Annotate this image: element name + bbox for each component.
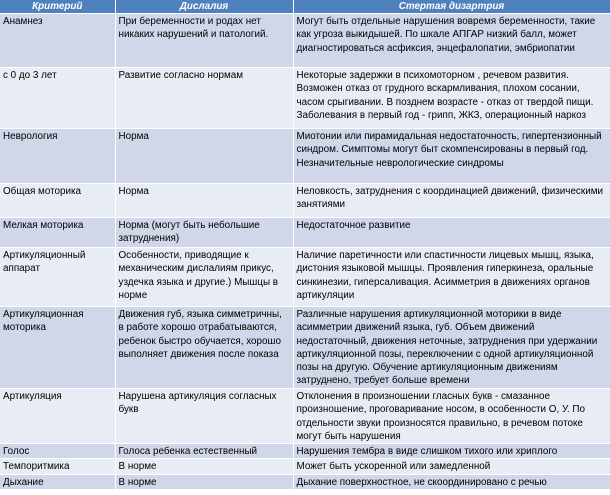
dyslalia-cell: В норме [115,459,293,474]
criterion-cell: Дыхание [0,474,115,489]
dyslalia-cell: Норма [115,129,293,184]
criterion-cell: Голос [0,444,115,459]
dyslalia-cell: Движения губ, языка симметричны, в работе хорошо отрабатываются, ребенок быстро обучается, хорошо выполняет движения после показа [115,307,293,389]
criterion-cell: Анамнез [0,14,115,68]
criterion-cell: Артикуляционная моторика [0,307,115,389]
table-row [0,307,610,389]
header-dyslalia: Дислалия [115,0,293,14]
dysarthria-cell: Может быть ускоренной или замедленной [293,459,610,474]
table-header-row [0,0,610,14]
criterion-cell: Общая моторика [0,184,115,218]
dysarthria-cell: Наличие паретичности или спастичности лицевых мышц, языка, дистония языковой мышцы. Проявления гиперкинеза, оральные синкинезии, гиперсаливация. Асимметрия в движениях органов артикуляции [293,248,610,307]
header-dysarthria: Стертая дизартрия [293,0,610,14]
dyslalia-cell: Норма [115,184,293,218]
criterion-cell: Неврология [0,129,115,184]
table-row [0,68,610,129]
dysarthria-cell: Неловкость, затруднения с координацией движений, физическими занятиями [293,184,610,218]
dyslalia-cell: Особенности, приводящие к механическим дислалиям прикус, уздечка языка и другие.) Мышцы в норме [115,248,293,307]
table-row [0,184,610,218]
dysarthria-cell: Отклонения в произношении гласных букв - смазанное произношение, проговаривание носом, в особенности О, У. По отдельности звуки произносятся правильно, в речевом потоке могут быть нарушения [293,389,610,444]
table-row [0,389,610,444]
table-row [0,444,610,459]
dysarthria-cell: Различные нарушения артикуляционной моторики в виде асимметрии движений языка, губ. Объем движений недостаточный, движения неточные, затруднения при удержании артикуляционной позы, переключении с одной артикуляционной позы на другую. Обучение артикуляционным движениям затруднено, требует больше времени [293,307,610,389]
table-row [0,459,610,474]
criterion-cell: Артикуляция [0,389,115,444]
dyslalia-cell: Норма (могут быть небольшие затруднения) [115,218,293,248]
criterion-cell: Артикуляционный аппарат [0,248,115,307]
dysarthria-cell: Недостаточное развитие [293,218,610,248]
dyslalia-cell: При беременности и родах нет никаких нарушений и патологий. [115,14,293,68]
dysarthria-cell: Миотонии или пирамидальная недостаточность, гипертензионный синдром. Симптомы могут быт скомпенсированы в первый год. Незначительные неврологические синдромы [293,129,610,184]
table-row [0,248,610,307]
dyslalia-cell: Нарушена артикуляция согласных букв [115,389,293,444]
criterion-cell: Мелкая моторика [0,218,115,248]
table-row [0,474,610,489]
dysarthria-cell: Могут быть отдельные нарушения вовремя беременности, такие как угроза выкидышей. По шкале АПГАР низкий балл, может диагностироваться асфиксия, энцефалопатии, эмбриопатии [293,14,610,68]
table-row [0,14,610,68]
dyslalia-cell: Развитие согласно нормам [115,68,293,129]
header-criterion: Критерий [0,0,115,14]
criterion-cell: Темпоритмика [0,459,115,474]
dyslalia-cell: Голоса ребенка естественный [115,444,293,459]
table-row [0,218,610,248]
dysarthria-cell: Некоторые задержки в психомоторном , речевом развития. Возможен отказ от грудного вскармливания, плохом сосании, часом срыгивании. В позднем возрасте - отказ от твердой пищи. Заболевания в первый год - грипп, ЖКЗ, операционный наркоз [293,68,610,129]
dyslalia-cell: В норме [115,474,293,489]
dysarthria-cell: Дыхание поверхностное, не скоординировано с речью [293,474,610,489]
criterion-cell: с 0 до 3 лет [0,68,115,129]
table-row [0,129,610,184]
dysarthria-cell: Нарушения тембра в виде слишком тихого или хриплого [293,444,610,459]
